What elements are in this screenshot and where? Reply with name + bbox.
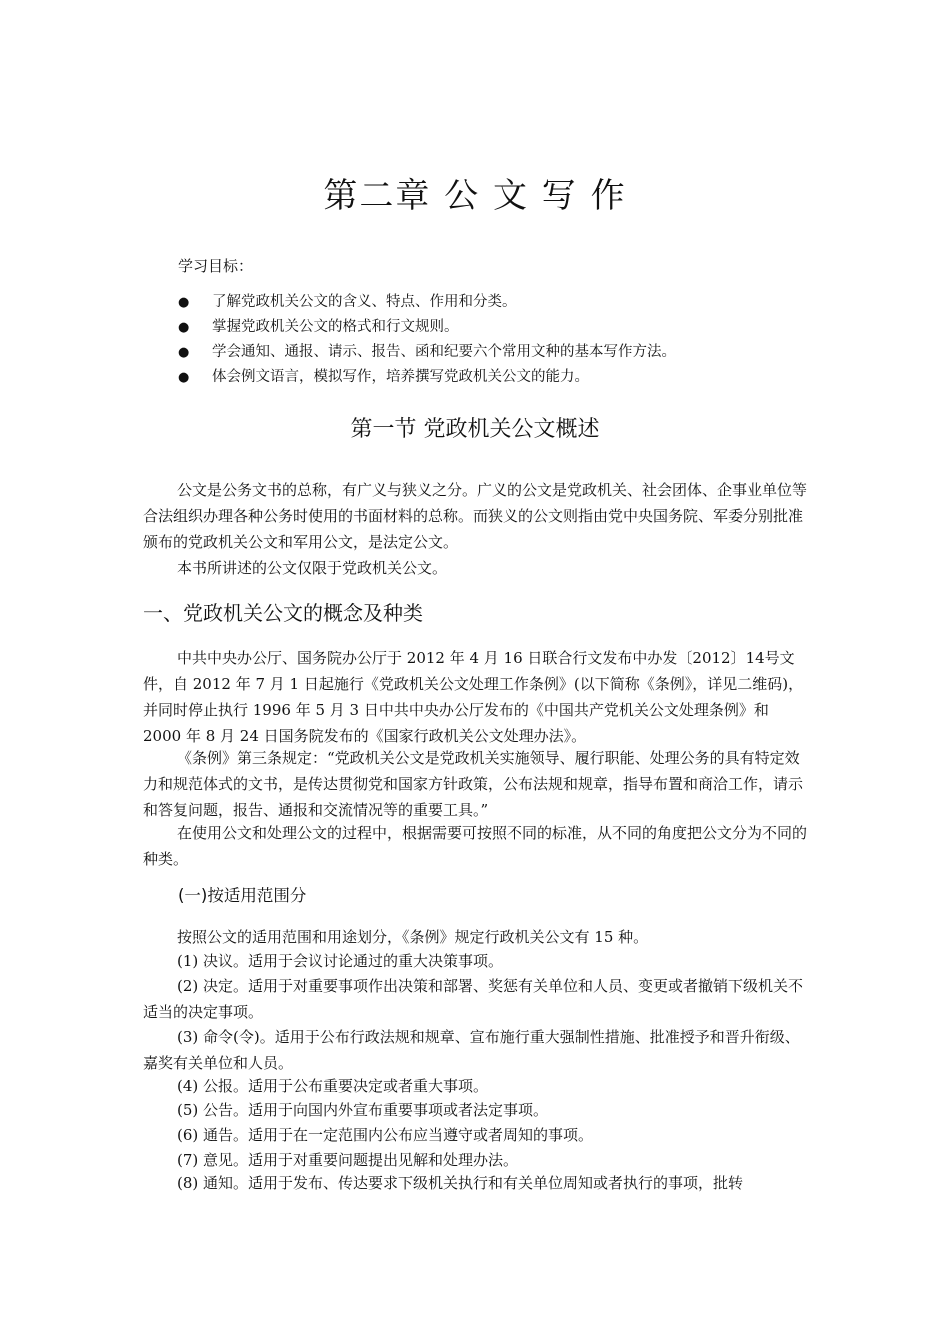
learning-goals-label: 学习目标： bbox=[178, 257, 254, 275]
doc-type-item: (4) 公报。适用于公布重要决定或者重大事项。 bbox=[177, 1077, 489, 1095]
bullet-icon: ● bbox=[178, 370, 190, 385]
body-paragraph: 中共中央办公厅、国务院办公厅于 2012 年 4 月 16 日联合行文发布中办发〔2012〕14号文件，自 2012 年 7 月 1 日起施行《党政机关公文处理工作条例》(以下简称《条例》，详见二维码)，并同时停止执行 1996 年 5 月 3 日中共中央办公厅发布的《中国共产党机关公文处理条例》和 2000 年 8 月 24 日国务院发布的《国家行政机关公文处理办法》。 bbox=[143, 649, 804, 745]
body-paragraph: 公文是公务文书的总称，有广义与狭义之分。广义的公文是党政机关、社会团体、企事业单位等合法组织办理各种公务时使用的书面材料的总称。而狭义的公文则指由党中央国务院、军委分别批准颁布的党政机关公文和军用公文，是法定公文。 bbox=[143, 481, 808, 551]
doc-type-item: (5) 公告。适用于向国内外宣布重要事项或者法定事项。 bbox=[177, 1101, 549, 1119]
goal-item bbox=[178, 290, 818, 315]
goal-text: 了解党政机关公文的含义、特点、作用和分类。 bbox=[212, 294, 517, 310]
goal-item bbox=[178, 315, 818, 340]
doc-type-item: (1) 决议。适用于会议讨论通过的重大决策事项。 bbox=[177, 952, 504, 970]
doc-type-item: (7) 意见。适用于对重要问题提出见解和处理办法。 bbox=[177, 1151, 519, 1169]
doc-type-item: (2) 决定。适用于对重要事项作出决策和部署、奖惩有关单位和人员、变更或者撤销下级机关不适当的决定事项。 bbox=[143, 977, 804, 1021]
goal-text: 掌握党政机关公文的格式和行文规则。 bbox=[212, 319, 459, 335]
bullet-icon: ● bbox=[178, 345, 190, 360]
goal-text: 学会通知、通报、请示、报告、函和纪要六个常用文种的基本写作方法。 bbox=[212, 344, 676, 360]
heading-level-2: (一)按适用范围分 bbox=[178, 886, 307, 905]
body-paragraph: 按照公文的适用范围和用途划分，《条例》规定行政机关公文有 15 种。 bbox=[177, 928, 649, 946]
body-paragraph: 《条例》第三条规定：“党政机关公文是党政机关实施领导、履行职能、处理公务的具有特定效力和规范体式的文书，是传达贯彻党和国家方针政策，公布法规和规章，指导布置和商洽工作，请示和答复问题，报告、通报和交流情况等的重要工具。” bbox=[143, 749, 804, 819]
doc-type-item: (8) 通知。适用于发布、传达要求下级机关执行和有关单位周知或者执行的事项，批转 bbox=[177, 1174, 744, 1192]
section-title: 第一节 党政机关公文概述 bbox=[350, 417, 600, 442]
goal-item bbox=[178, 340, 818, 365]
body-paragraph: 在使用公文和处理公文的过程中，根据需要可按照不同的标准，从不同的角度把公文分为不同的种类。 bbox=[143, 824, 808, 868]
body-paragraph: 本书所讲述的公文仅限于党政机关公文。 bbox=[177, 559, 448, 577]
bullet-icon: ● bbox=[178, 295, 190, 310]
chapter-title: 第二章 公 文 写 作 bbox=[323, 176, 627, 216]
doc-type-item: (3) 命令(令)。适用于公布行政法规和规章、宣布施行重大强制性措施、批准授予和晋升衔级、嘉奖有关单位和人员。 bbox=[143, 1028, 800, 1072]
bullet-icon: ● bbox=[178, 320, 190, 335]
goal-item bbox=[178, 365, 818, 390]
heading-level-1: 一、党政机关公文的概念及种类 bbox=[143, 601, 423, 625]
doc-type-item: (6) 通告。适用于在一定范围内公布应当遵守或者周知的事项。 bbox=[177, 1126, 594, 1144]
learning-goals-list bbox=[178, 290, 818, 390]
goal-text: 体会例文语言，模拟写作，培养撰写党政机关公文的能力。 bbox=[212, 369, 589, 385]
